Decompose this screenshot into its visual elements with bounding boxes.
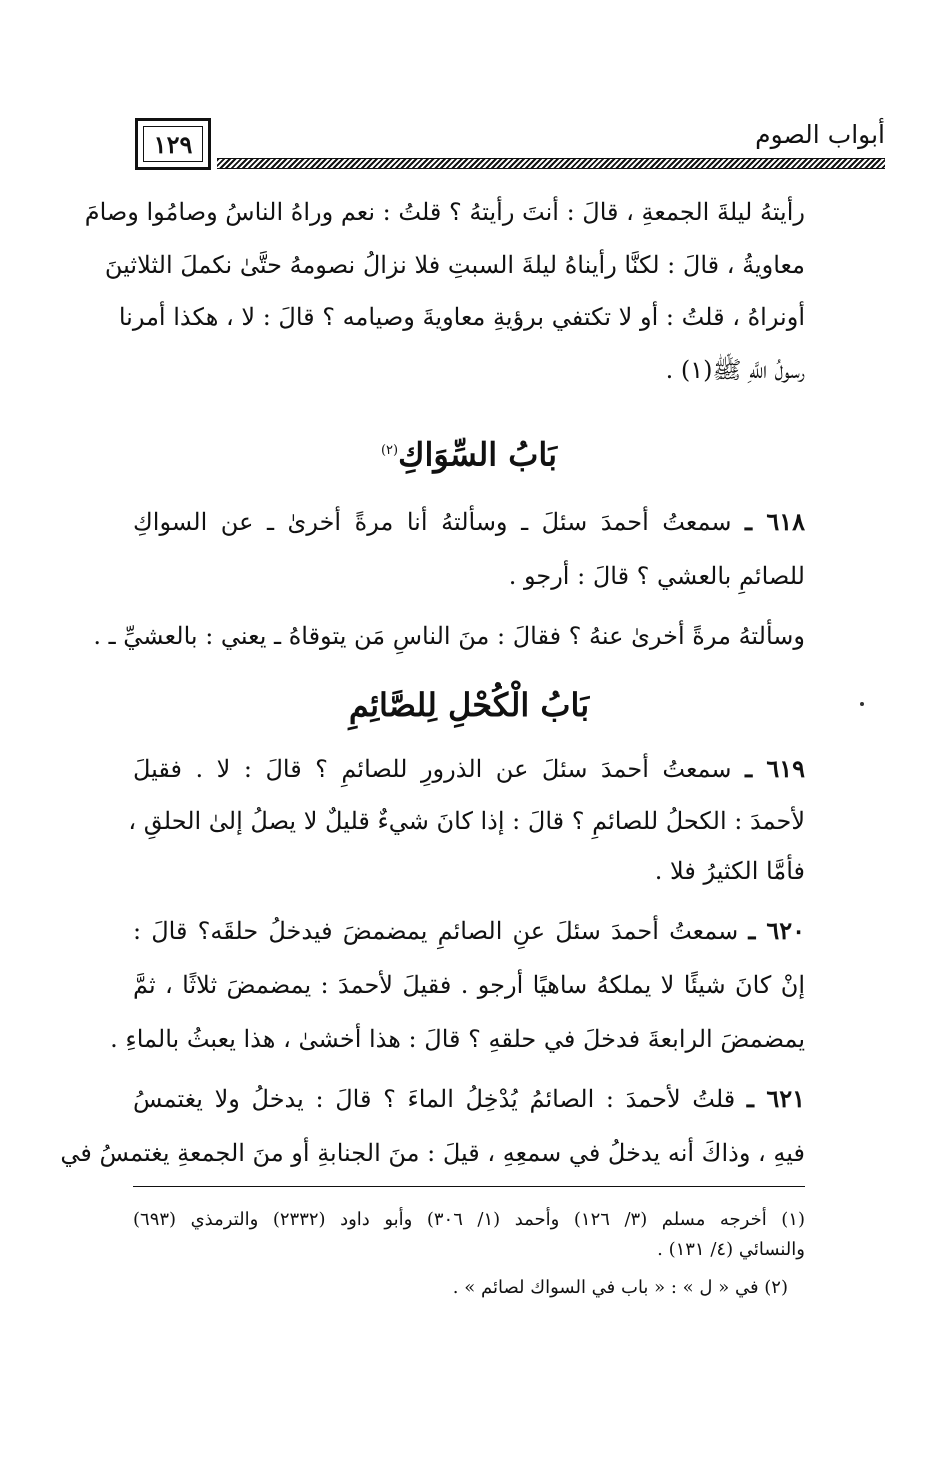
text-line: رسولُ اللَّهِ ﷺ(١) .	[665, 356, 805, 384]
paragraph-618-line	[133, 502, 805, 542]
text-line: إنْ كانَ شيئًا لا يملكهُ ساهيًا أرجو . فقيلَ لأحمدَ : يمضمضَ ثلاثًا ، ثمَّ	[133, 971, 805, 999]
paragraph-text: سمعتُ أحمدَ سئلَ ـ وسألتهُ أنا مرةً أخرىٰ ـ عن السواكِ	[133, 508, 732, 536]
page-number-frame	[143, 126, 203, 162]
text-line: رأيتهُ ليلةَ الجمعةِ ، قالَ : أنتَ رأيتهُ ؟ قلتُ : نعم وراهُ الناسُ وصامُوا وصامَ	[84, 198, 805, 226]
text-line: لأحمدَ : الكحلُ للصائمِ ؟ قالَ : إذا كانَ شيءٌ قليلٌ لا يصلُ إلىٰ الحلقِ ،	[128, 807, 805, 835]
footnote-1-line: والنسائي (٤/ ١٣١) .	[657, 1239, 805, 1260]
running-header	[135, 118, 885, 178]
paragraph-text: سمعتُ أحمدَ سئلَ عنِ الصائمِ يمضمضَ فيدخلُ حلقَه؟ قالَ :	[133, 917, 739, 945]
paragraph-number: ٦١٨ ـ	[745, 507, 805, 536]
section-heading-siwak	[133, 426, 805, 480]
paragraph-text: قلتُ لأحمدَ : الصائمُ يُدْخِلُ الماءَ ؟ قالَ : يدخلُ ولا يغتمسُ	[133, 1085, 736, 1113]
footnote-marker: (٢)	[380, 443, 399, 458]
text-line: يمضمضَ الرابعةَ فدخلَ في حلقهِ ؟ قالَ : هذا أخشىٰ ، هذا يعبثُ بالماءِ .	[110, 1025, 805, 1053]
footnote-separator	[133, 1186, 805, 1187]
section-title: بَابُ السِّوَاكِ	[398, 435, 558, 474]
footnote-2: (٢) في « ل » : « باب في السواك لصائم » .	[452, 1277, 788, 1298]
text-line: فأمَّا الكثيرُ فلا .	[654, 857, 805, 885]
header-ornamental-rule	[217, 158, 885, 169]
page-number-box	[135, 118, 211, 170]
paragraph-number: ٦١٩ ـ	[745, 754, 805, 783]
chapter-title: أبواب الصوم	[755, 120, 885, 149]
text-line: فيهِ ، وذاكَ أنه يدخلُ في سمعِهِ ، قيلَ : منَ الجنابةِ أو منَ الجمعةِ يغتمسُ في	[60, 1139, 805, 1167]
text-line: وسألتهُ مرةً أخرىٰ عنهُ ؟ فقالَ : منَ الناسِ مَن يتوقاهُ ـ يعني : بالعشيِّ ـ .	[93, 622, 805, 650]
paragraph-text: سمعتُ أحمدَ سئلَ عن الذرورِ للصائمِ ؟ قالَ : لا . فقيلَ	[133, 755, 732, 783]
paragraph-number: ٦٢٠ ـ	[748, 916, 805, 945]
page-number: ١٢٩	[153, 129, 193, 159]
text-line: أونراهُ ، قلتُ : أو لا تكتفي برؤيةِ معاويةَ وصيامه ؟ قالَ : لا ، هكذا أمرنا	[118, 303, 805, 331]
paragraph-number: ٦٢١ ـ	[746, 1084, 805, 1113]
footnote-1-line: (١) أخرجه مسلم (٣/ ١٢٦) وأحمد (١/ ٣٠٦) وأبو داود (٢٣٣٢) والترمذي (٦٩٣)	[133, 1209, 805, 1230]
paragraph-619-line	[133, 749, 805, 789]
text-line: للصائمِ بالعشي ؟ قالَ : أرجو .	[508, 562, 805, 590]
text-line: معاويةُ ، قالَ : لكنَّا رأيناهُ ليلةَ السبتِ فلا نزالُ نصومهُ حتَّىٰ نكملَ الثلاثينَ	[104, 251, 805, 279]
stray-mark	[860, 702, 864, 706]
paragraph-621-line	[133, 1079, 805, 1119]
section-heading-kohl: بَابُ الْكُحْلِ لِلصَّائِمِ	[348, 686, 590, 724]
paragraph-620-line	[133, 911, 805, 951]
